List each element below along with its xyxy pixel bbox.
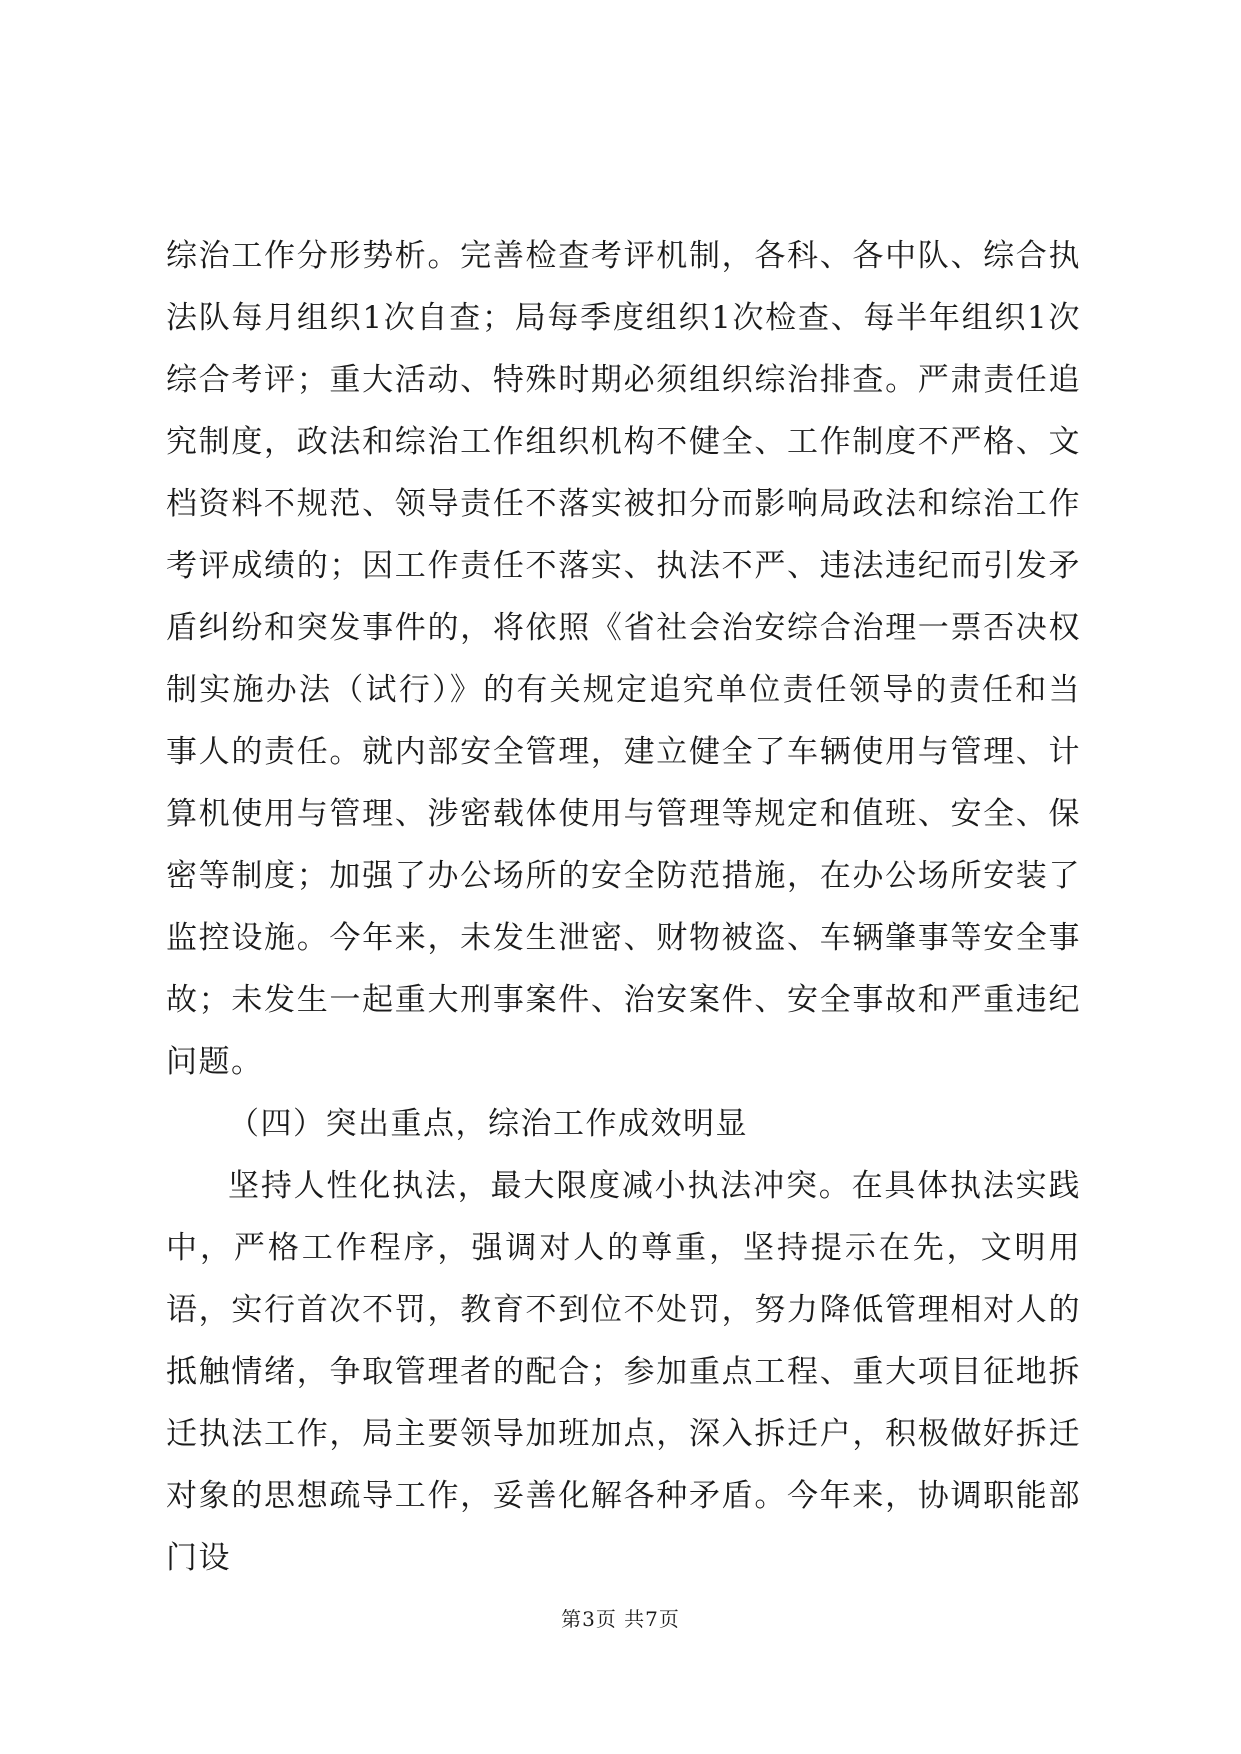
page-number-label: 第3页 共7页 <box>561 1607 680 1631</box>
document-body <box>166 225 1081 1589</box>
page-footer <box>0 1606 1241 1632</box>
section-heading-four: （四）突出重点，综治工作成效明显 <box>228 1106 748 1142</box>
paragraph-humane-enforcement: 坚持人性化执法，最大限度减小执法冲突。在具体执法实践中，严格工作程序，强调对人的尊重，坚持提示在先，文明用语，实行首次不罚，教育不到位不处罚，努力降低管理相对人的抵触情绪，争取管理者的配合；参加重点工程、重大项目征地拆迁执法工作，局主要领导加班加点，深入拆迁户，积极做好拆迁对象的思想疏导工作，妥善化解各种矛盾。今年来，协调职能部门设 <box>166 1168 1081 1576</box>
paragraph-safety-management: 综治工作分形势析。完善检查考评机制，各科、各中队、综合执法队每月组织1次自查；局每季度组织1次检查、每半年组织1次综合考评；重大活动、特殊时期必须组织综治排查。严肃责任追究制度，政法和综治工作组织机构不健全、工作制度不严格、文档资料不规范、领导责任不落实被扣分而影响局政法和综治工作考评成绩的；因工作责任不落实、执法不严、违法违纪而引发矛盾纠纷和突发事件的，将依照《省社会治安综合治理一票否决权制实施办法（试行）》的有关规定追究单位责任领导的责任和当事人的责任。就内部安全管理，建立健全了车辆使用与管理、计算机使用与管理、涉密载体使用与管理等规定和值班、安全、保密等制度；加强了办公场所的安全防范措施，在办公场所安装了监控设施。今年来，未发生泄密、财物被盗、车辆肇事等安全事故；未发生一起重大刑事案件、治安案件、安全事故和严重违纪问题。 <box>166 238 1081 1080</box>
